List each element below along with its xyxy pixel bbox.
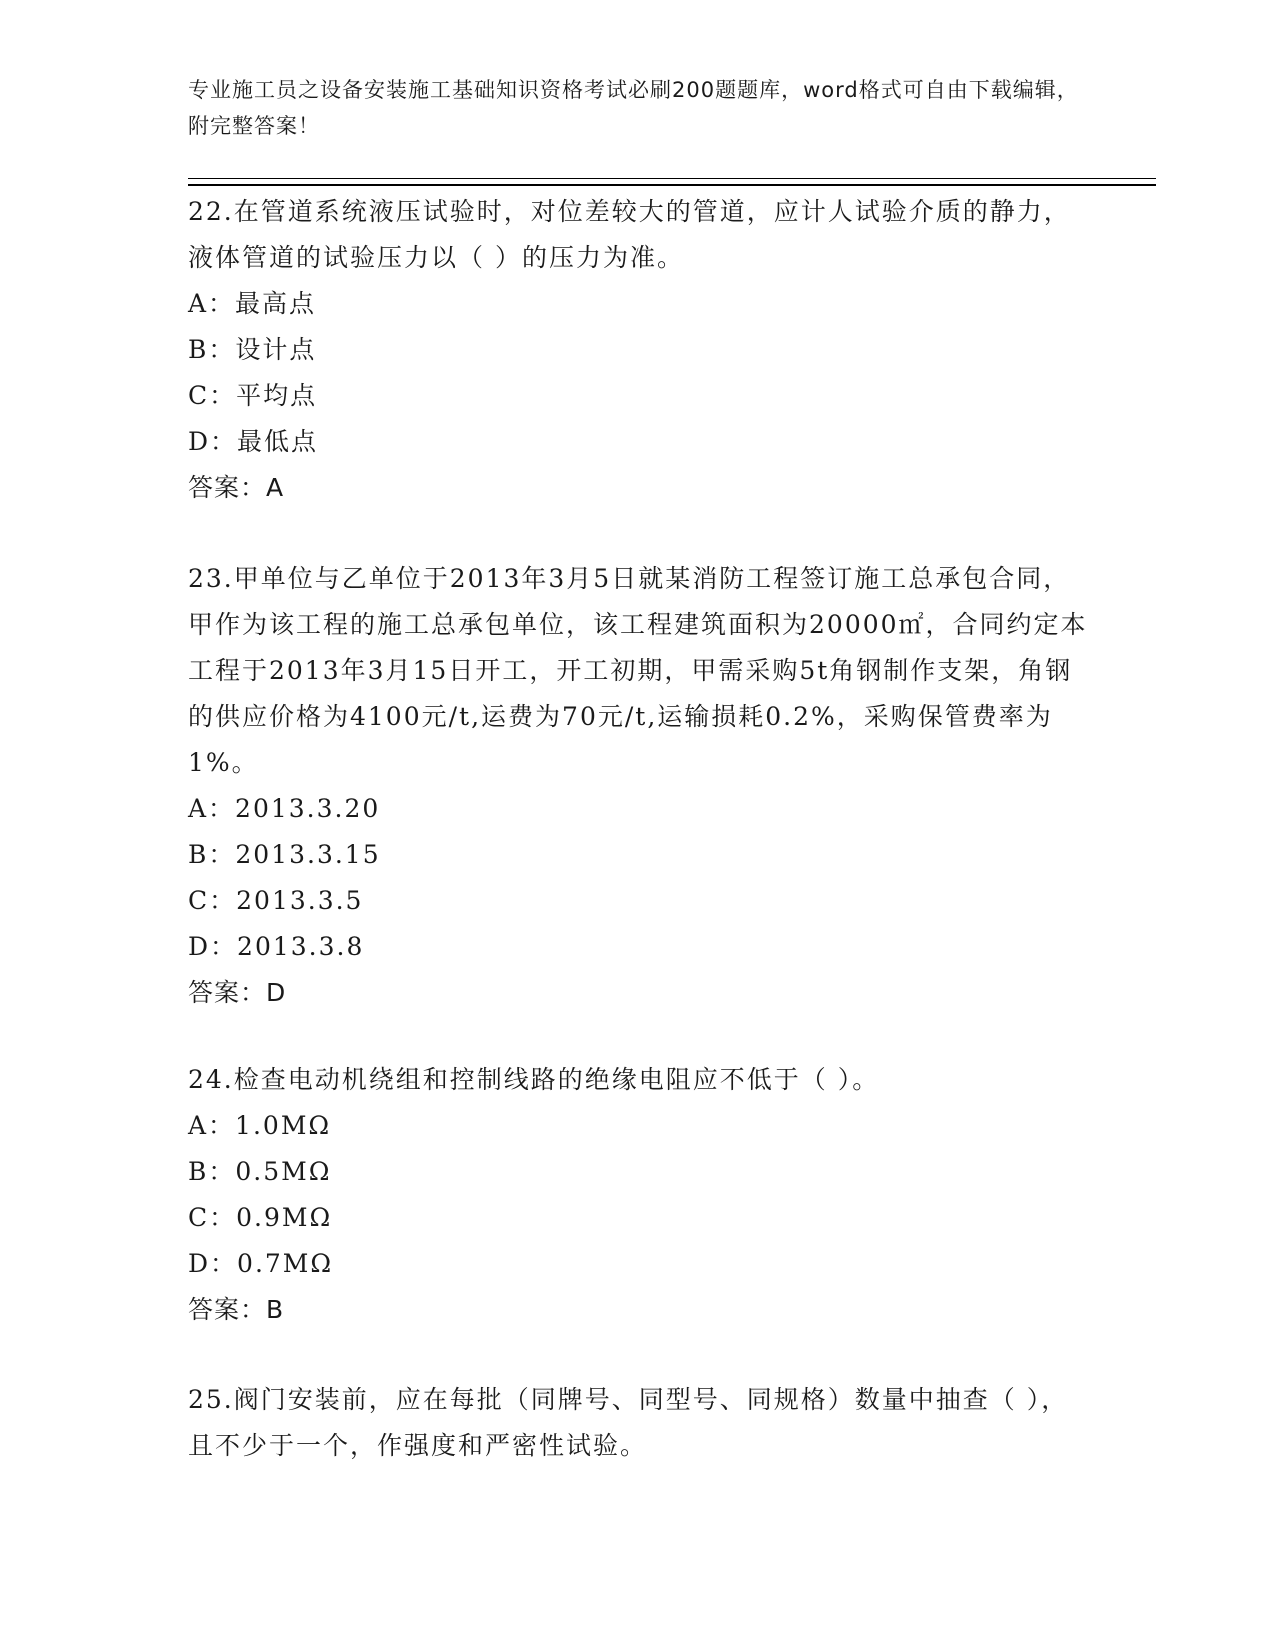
question-23 [188, 556, 1088, 1016]
option-a: A：最高点 [188, 289, 317, 318]
document-header: 专业施工员之设备安装施工基础知识资格考试必刷200题题库，word格式可自由下载编辑，附完整答案！ [188, 78, 1079, 138]
option-c: C：0.9MΩ [188, 1203, 333, 1232]
question-stem: 23.甲单位与乙单位于2013年3月5日就某消防工程签订施工总承包合同，甲作为该工程的施工总承包单位，该工程建筑面积为20000㎡，合同约定本工程于2013年3月15日开工，开工初期，甲需采购5t角钢制作支架，角钢的供应价格为4100元/t,运费为70元/t,运输损耗0.2%，采购保管费率为1%。 [188, 564, 1088, 777]
option-d: D：0.7MΩ [188, 1249, 334, 1278]
option-a: A：1.0MΩ [188, 1111, 332, 1140]
option-d: D：最低点 [188, 427, 319, 456]
option-a: A：2013.3.20 [188, 794, 381, 823]
answer-label: 答案：A [188, 473, 285, 502]
question-25 [188, 1377, 1088, 1469]
option-c: C：2013.3.5 [188, 886, 364, 915]
header-divider-thin [188, 178, 1156, 179]
option-b: B：设计点 [188, 335, 317, 364]
question-stem: 25.阀门安装前，应在每批（同牌号、同型号、同规格）数量中抽查（ ），且不少于一个，作强度和严密性试验。 [188, 1385, 1069, 1460]
answer-label: 答案：B [188, 1295, 285, 1324]
question-stem: 24.检查电动机绕组和控制线路的绝缘电阻应不低于（ ）。 [188, 1065, 880, 1094]
answer-label: 答案：D [188, 978, 287, 1007]
option-b: B：0.5MΩ [188, 1157, 332, 1186]
option-d: D：2013.3.8 [188, 932, 365, 961]
option-b: B：2013.3.15 [188, 840, 381, 869]
question-stem: 22.在管道系统液压试验时，对位差较大的管道，应计人试验介质的静力，液体管道的试验压力以（ ）的压力为准。 [188, 197, 1071, 272]
option-c: C：平均点 [188, 381, 318, 410]
header-divider-thick [188, 184, 1156, 186]
question-24 [188, 1057, 1088, 1333]
question-22 [188, 189, 1088, 511]
